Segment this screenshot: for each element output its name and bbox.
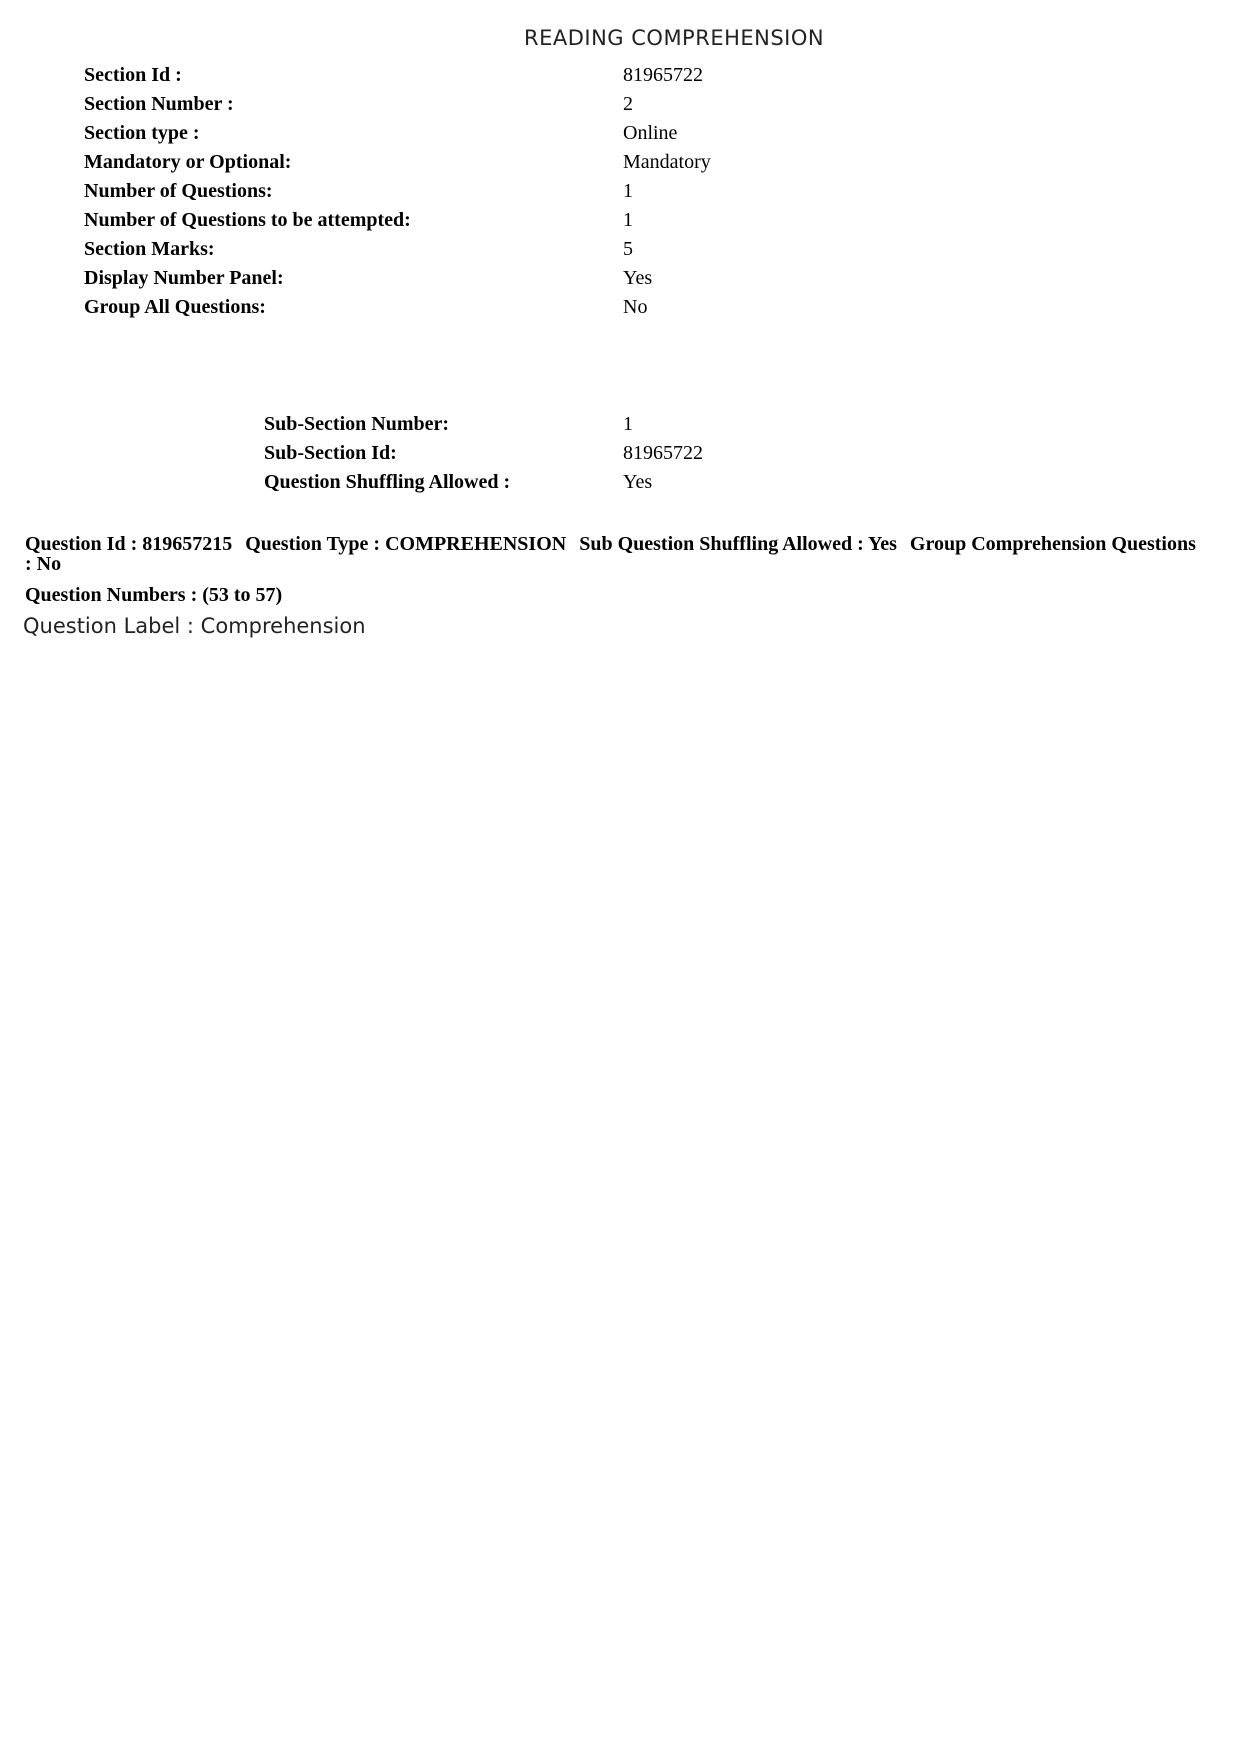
subsection-id-value: 81965722 xyxy=(623,442,703,464)
question-id: Question Id : 819657215 xyxy=(25,533,233,555)
group-all-questions-label: Group All Questions: xyxy=(84,296,266,318)
question-type: Question Type : COMPREHENSION xyxy=(245,533,567,555)
subsection-number-value: 1 xyxy=(623,413,633,435)
questions-to-attempt-label: Number of Questions to be attempted: xyxy=(84,209,411,231)
number-of-questions-label: Number of Questions: xyxy=(84,180,273,202)
sub-question-shuffling: Sub Question Shuffling Allowed : Yes xyxy=(579,533,897,555)
display-number-panel-value: Yes xyxy=(623,267,653,289)
section-id-label: Section Id : xyxy=(84,64,182,86)
questions-to-attempt-value: 1 xyxy=(623,209,633,231)
question-shuffling-label: Question Shuffling Allowed : xyxy=(264,471,511,493)
display-number-panel-label: Display Number Panel: xyxy=(84,267,284,289)
group-comprehension-questions: Group Comprehension Questions : No xyxy=(25,533,1196,575)
group-all-questions-value: No xyxy=(623,296,648,318)
section-type-value: Online xyxy=(623,122,678,144)
subsection-number-label: Sub-Section Number: xyxy=(264,413,450,435)
question-shuffling-value: Yes xyxy=(623,471,653,493)
section-number-label: Section Number : xyxy=(84,93,234,115)
mandatory-value: Mandatory xyxy=(623,151,711,173)
section-marks-value: 5 xyxy=(623,238,633,260)
subsection-id-label: Sub-Section Id: xyxy=(264,442,397,464)
question-numbers: Question Numbers : (53 to 57) xyxy=(25,584,283,606)
section-number-value: 2 xyxy=(623,93,633,115)
section-id-value: 81965722 xyxy=(623,64,703,86)
question-label: Question Label : Comprehension xyxy=(23,614,366,638)
mandatory-label: Mandatory or Optional: xyxy=(84,151,292,173)
number-of-questions-value: 1 xyxy=(623,180,633,202)
section-marks-label: Section Marks: xyxy=(84,238,215,260)
question-meta xyxy=(25,534,1205,574)
page-title: READING COMPREHENSION xyxy=(524,26,825,50)
section-type-label: Section type : xyxy=(84,122,200,144)
